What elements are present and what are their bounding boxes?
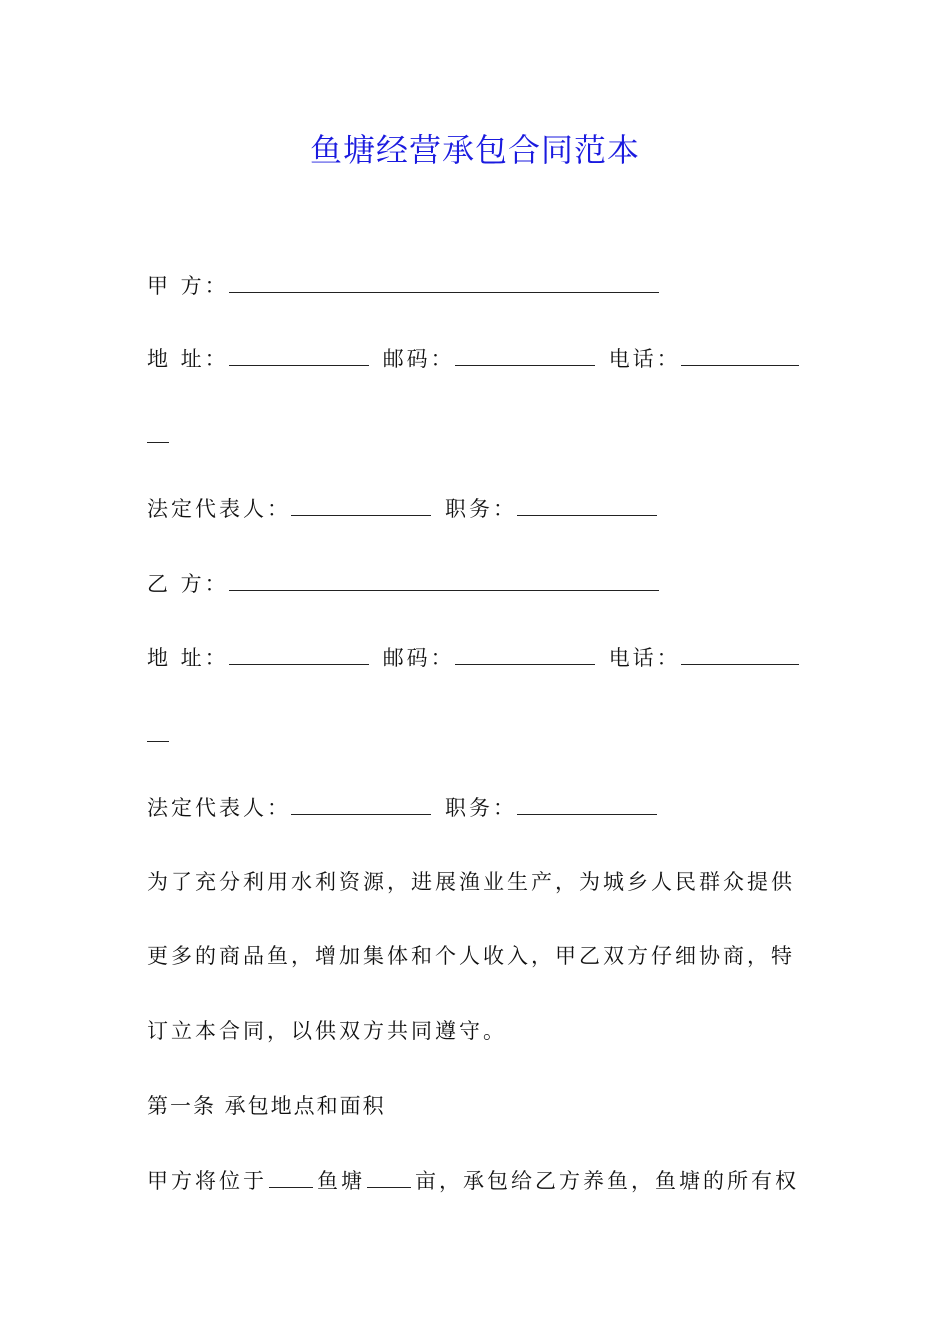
party-b-position-label: 职务： (445, 796, 517, 820)
party-a-line (147, 270, 673, 301)
article-1-text-part2: 鱼塘 (317, 1169, 365, 1193)
party-a-rep-blank (291, 493, 431, 516)
party-b-rep-line (147, 792, 671, 823)
party-b-address-blank (229, 642, 369, 665)
party-b-rep-blank (291, 792, 431, 815)
party-a-position-blank (517, 493, 657, 516)
party-b-phone-blank (681, 642, 799, 665)
party-b-position-blank (517, 792, 657, 815)
document-title: 鱼塘经营承包合同范本 (309, 131, 640, 169)
party-a-address-line (147, 343, 799, 374)
party-a-phone-blank-wrap (147, 442, 169, 443)
party-a-rep-label: 法定代表人： (147, 497, 291, 521)
party-b-phone-blank-wrap (147, 741, 169, 742)
party-a-postcode-blank (455, 343, 595, 366)
party-b-postcode-blank (455, 642, 595, 665)
party-b-phone-label: 电话： (608, 646, 681, 670)
article-1-text-line (147, 1165, 799, 1196)
intro-line-3: 订立本合同，以供双方共同遵守。 (147, 1019, 507, 1043)
party-b-postcode-label: 邮码： (382, 646, 455, 670)
intro-line-2: 更多的商品鱼，增加集体和个人收入，甲乙双方仔细协商，特 (147, 944, 795, 968)
party-b-line (147, 568, 673, 599)
article-1-text-part1: 甲方将位于 (147, 1169, 267, 1193)
party-b-label: 乙 方： (147, 572, 229, 596)
article-1-location-blank (269, 1165, 313, 1188)
party-a-postcode-label: 邮码： (382, 347, 455, 371)
party-a-position-label: 职务： (445, 497, 517, 521)
party-b-address-line (147, 642, 799, 673)
party-b-name-blank (229, 568, 659, 591)
party-a-phone-label: 电话： (608, 347, 681, 371)
party-a-address-label: 地 址： (147, 347, 229, 371)
party-a-name-blank (229, 270, 659, 293)
article-1-area-blank (367, 1165, 411, 1188)
party-a-label: 甲 方： (147, 274, 229, 298)
party-b-address-label: 地 址： (147, 646, 229, 670)
party-b-rep-label: 法定代表人： (147, 796, 291, 820)
intro-line-1: 为了充分利用水利资源，进展渔业生产，为城乡人民群众提供 (147, 870, 795, 894)
article-1-text-part3: 亩，承包给乙方养鱼，鱼塘的所有权 (415, 1169, 799, 1193)
party-a-address-blank (229, 343, 369, 366)
party-a-phone-blank (681, 343, 799, 366)
party-a-rep-line (147, 493, 671, 524)
article-1-heading: 第一条 承包地点和面积 (147, 1094, 386, 1118)
